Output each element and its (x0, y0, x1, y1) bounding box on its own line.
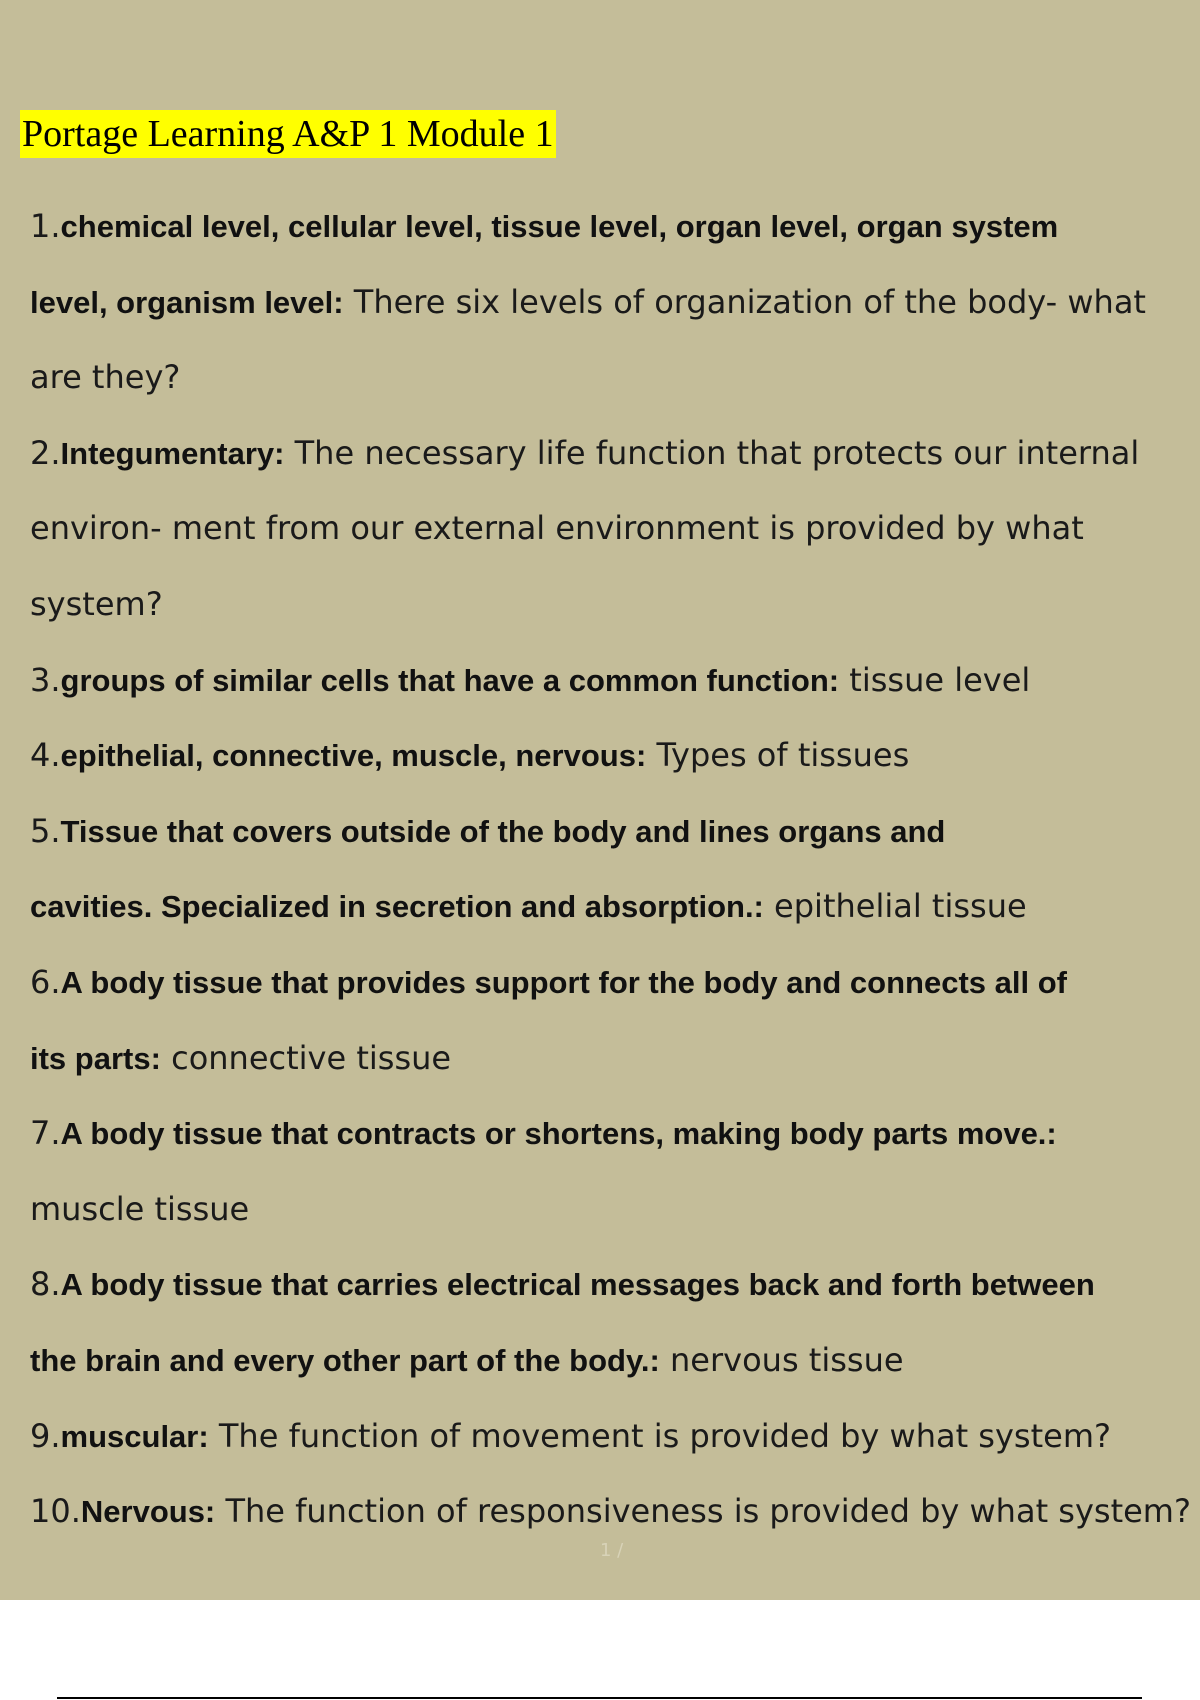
item-term: Integumentary: (60, 435, 285, 471)
item-definition: There six levels of organization of the body- what (343, 282, 1146, 321)
item-definition: muscle tissue (30, 1189, 250, 1228)
item-definition: epithelial tissue (763, 887, 1027, 926)
item-term: level, organism level: (30, 284, 344, 320)
item-number: 4. (30, 736, 61, 775)
list-line (30, 340, 1200, 416)
item-definition: The function of responsiveness is provided by what system? (215, 1492, 1191, 1531)
item-definition: are they? (30, 358, 181, 397)
item-definition: connective tissue (160, 1038, 452, 1077)
list-line (30, 643, 1200, 719)
list-line (30, 1474, 1200, 1550)
document-title: Portage Learning A&P 1 Module 1 (20, 110, 556, 158)
list-line (30, 1172, 1200, 1248)
item-definition: The necessary life function that protects our internal (284, 433, 1140, 472)
list-line (30, 416, 1200, 492)
list-line (30, 945, 1200, 1021)
item-number: 2. (30, 433, 61, 472)
list-line (30, 265, 1200, 341)
item-term: Nervous: (80, 1494, 216, 1530)
list-line (30, 189, 1200, 265)
item-number: 1. (30, 207, 61, 245)
item-term: A body tissue that carries electrical messages back and forth between (60, 1267, 1095, 1303)
list-line (30, 718, 1200, 794)
item-number: 6. (30, 962, 61, 1001)
list-line (30, 1096, 1200, 1172)
item-term: A body tissue that provides support for the body and connects all of (60, 964, 1067, 1000)
list-line (30, 1021, 1200, 1097)
list-line (30, 567, 1200, 643)
list-line (30, 1247, 1200, 1323)
list-line (30, 491, 1200, 567)
item-definition: system? (30, 584, 163, 623)
item-number: 10. (30, 1492, 81, 1531)
list-line (30, 794, 1200, 870)
item-definition: tissue level (839, 660, 1031, 699)
page-number: 1 / (600, 1540, 624, 1561)
item-number: 7. (30, 1114, 61, 1153)
footer-divider (57, 1697, 1142, 1699)
item-term: cavities. Specialized in secretion and absorption.: (30, 889, 764, 925)
item-definition: environ- ment from our external environment is provided by what (30, 509, 1084, 548)
item-term: epithelial, connective, muscle, nervous: (60, 738, 647, 774)
item-number: 9. (30, 1416, 61, 1455)
item-term: groups of similar cells that have a common function: (60, 662, 840, 698)
item-term: chemical level, cellular level, tissue level, organ level, organ system (60, 209, 1059, 244)
flashcard-list (30, 189, 1200, 1550)
item-definition: The function of movement is provided by what system? (208, 1416, 1111, 1455)
item-term: muscular: (60, 1418, 209, 1454)
item-term: A body tissue that contracts or shortens, making body parts move.: (60, 1116, 1057, 1152)
item-number: 8. (30, 1265, 61, 1304)
list-line (30, 869, 1200, 945)
list-line (30, 1399, 1200, 1475)
item-definition: Types of tissues (646, 736, 910, 775)
item-term: the brain and every other part of the body.: (30, 1342, 660, 1378)
item-number: 3. (30, 660, 61, 699)
item-term: Tissue that covers outside of the body and lines organs and (60, 813, 946, 849)
item-term: its parts: (30, 1040, 161, 1076)
item-number: 5. (30, 811, 61, 850)
list-line (30, 1323, 1200, 1399)
item-definition: nervous tissue (659, 1340, 904, 1379)
